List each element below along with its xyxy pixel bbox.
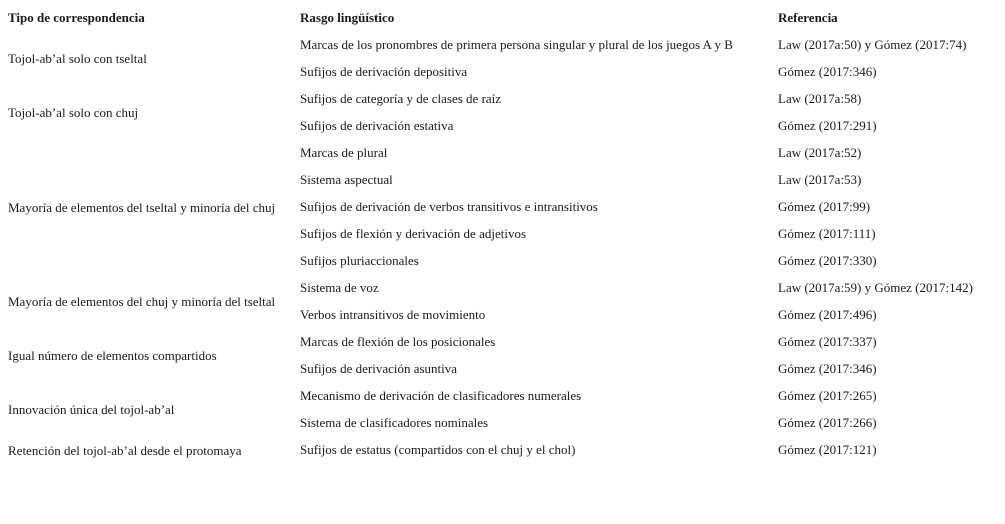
table-group xyxy=(8,329,998,383)
reference-cell: Gómez (2017:291) xyxy=(778,118,877,133)
table-row xyxy=(8,437,998,464)
feature-cell: Sistema aspectual xyxy=(300,172,393,187)
feature-cell: Sistema de clasificadores nominales xyxy=(300,415,489,430)
feature-cell: Marcas de plural xyxy=(300,145,388,160)
feature-cell: Sufijos de derivación de verbos transitivos e intransitivos xyxy=(300,199,598,214)
table-row xyxy=(8,248,998,275)
table-row xyxy=(8,383,998,410)
table-row xyxy=(8,194,998,221)
table-row xyxy=(8,113,998,140)
table-group xyxy=(8,437,998,464)
table-row xyxy=(8,167,998,194)
reference-cell: Gómez (2017:111) xyxy=(778,226,876,241)
reference-cell: Law (2017a:53) xyxy=(778,172,862,187)
reference-cell: Law (2017a:58) xyxy=(778,91,862,106)
table-group xyxy=(8,32,998,86)
feature-cell: Sufijos de derivación estativa xyxy=(300,118,454,133)
feature-cell: Sufijos de derivación asuntiva xyxy=(300,361,458,376)
table-row xyxy=(8,140,998,167)
feature-cell: Marcas de los pronombres de primera persona singular y plural de los juegos A y B xyxy=(300,37,733,52)
table-header xyxy=(8,5,998,32)
feature-cell: Sufijos de flexión y derivación de adjetivos xyxy=(300,226,527,241)
feature-cell: Sufijos de derivación depositiva xyxy=(300,64,468,79)
feature-cell: Marcas de flexión de los posicionales xyxy=(300,334,496,349)
feature-cell: Sistema de voz xyxy=(300,280,379,295)
table-row xyxy=(8,59,998,86)
table-group xyxy=(8,383,998,437)
feature-cell: Verbos intransitivos de movimiento xyxy=(300,307,486,322)
correspondence-table xyxy=(8,5,998,464)
header-feature: Rasgo lingüístico xyxy=(300,10,395,25)
table-row xyxy=(8,410,998,437)
header-reference: Referencia xyxy=(778,10,838,25)
reference-cell: Gómez (2017:265) xyxy=(778,388,877,403)
reference-cell: Law (2017a:52) xyxy=(778,145,862,160)
table-group xyxy=(8,86,998,140)
table-group xyxy=(8,140,998,275)
group-type-label: Mayoría de elementos del chuj y minoría del tseltal xyxy=(8,294,276,309)
group-type-label: Innovación única del tojol-ab’al xyxy=(8,402,175,417)
feature-cell: Mecanismo de derivación de clasificadores numerales xyxy=(300,388,582,403)
reference-cell: Gómez (2017:266) xyxy=(778,415,877,430)
table-row xyxy=(8,86,998,113)
reference-cell: Gómez (2017:337) xyxy=(778,334,877,349)
reference-cell: Law (2017a:59) y Gómez (2017:142) xyxy=(778,280,973,295)
reference-cell: Gómez (2017:99) xyxy=(778,199,871,214)
group-type-label: Igual número de elementos compartidos xyxy=(8,348,217,363)
table-row xyxy=(8,221,998,248)
header-type: Tipo de correspondencia xyxy=(8,10,145,25)
feature-cell: Sufijos de estatus (compartidos con el chuj y el chol) xyxy=(300,442,576,457)
table-row xyxy=(8,356,998,383)
group-type-label: Mayoría de elementos del tseltal y minoría del chuj xyxy=(8,199,276,215)
table-row xyxy=(8,302,998,329)
feature-cell: Sufijos de categoría y de clases de raíz xyxy=(300,91,502,106)
table-row xyxy=(8,275,998,302)
table-body xyxy=(8,32,998,464)
group-type-label: Tojol-ab’al solo con tseltal xyxy=(8,51,147,66)
reference-cell: Gómez (2017:330) xyxy=(778,253,877,268)
feature-cell: Sufijos pluriaccionales xyxy=(300,253,419,268)
reference-cell: Gómez (2017:346) xyxy=(778,361,877,376)
reference-cell: Law (2017a:50) y Gómez (2017:74) xyxy=(778,37,967,52)
table-row xyxy=(8,32,998,59)
group-type-label: Tojol-ab’al solo con chuj xyxy=(8,105,139,120)
reference-cell: Gómez (2017:346) xyxy=(778,64,877,79)
table-group xyxy=(8,275,998,329)
reference-cell: Gómez (2017:496) xyxy=(778,307,877,322)
reference-cell: Gómez (2017:121) xyxy=(778,442,877,457)
table-row xyxy=(8,329,998,356)
group-type-label: Retención del tojol-ab’al desde el protomaya xyxy=(8,442,242,458)
